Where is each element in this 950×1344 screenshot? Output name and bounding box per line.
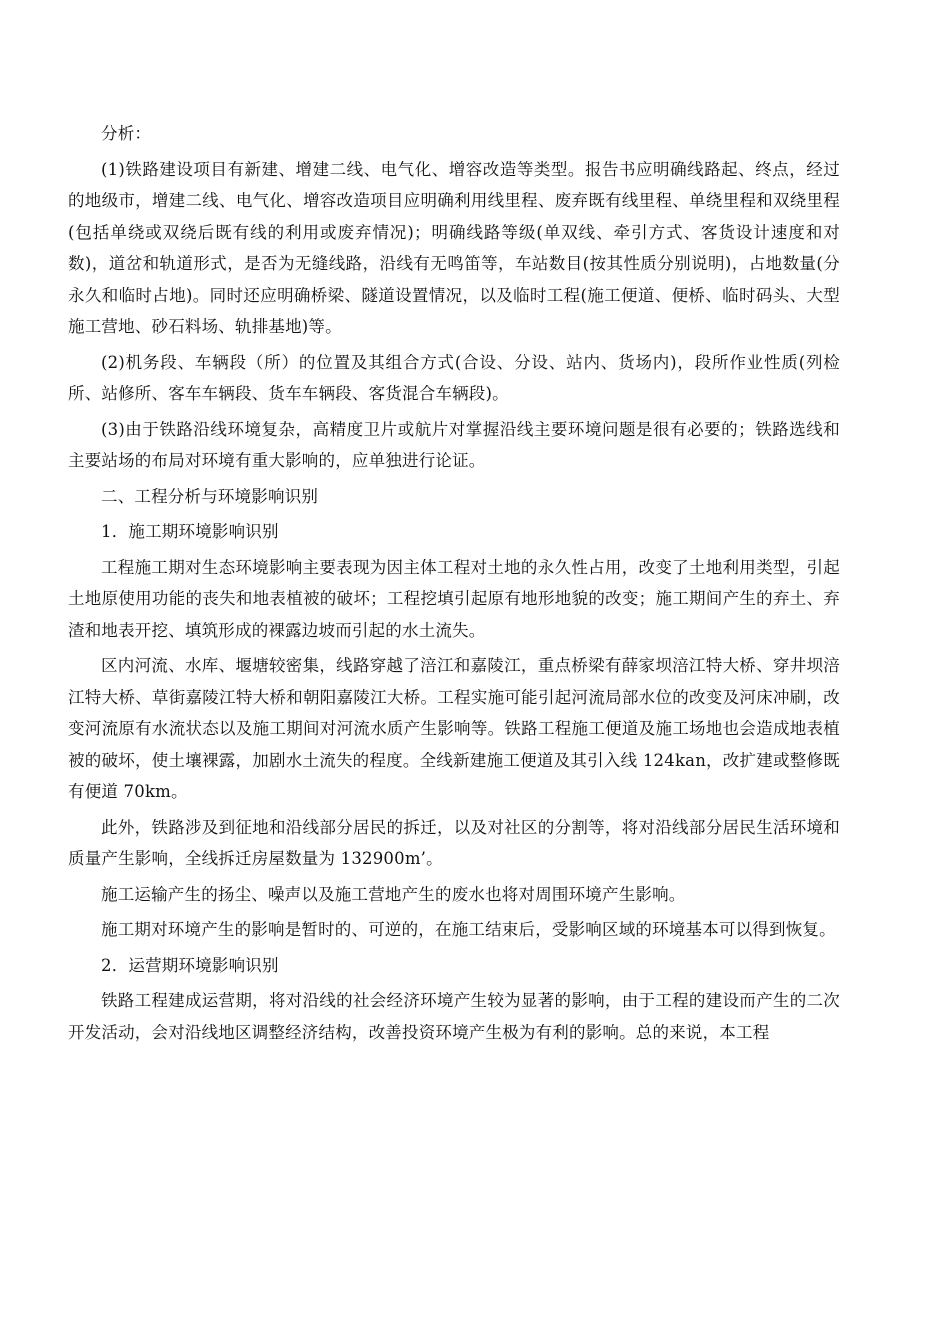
- analysis-heading: 分析：: [101, 124, 152, 143]
- paragraph-operation-impact: 铁路工程建成运营期，将对沿线的社会经济环境产生较为显著的影响，由于工程的建设而产生的二次开发活动，会对沿线地区调整经济结构，改善投资环境产生极为有利的影响。总的来说，本工程: [68, 991, 840, 1042]
- paragraph-project-types: (1)铁路建设项目有新建、增建二线、电气化、增容改造等类型。报告书应明确线路起、终点，经过的地级市，增建二线、电气化、增容改造项目应明确利用线里程、废弃既有线里程、单绕里程和双绕里程(包括单绕或双绕后既有线的利用或废弃情况)；明确线路等级(单双线、牵引方式、客货设计速度和对数)，道岔和轨道形式，是否为无缝线路，沿线有无鸣笛等，车站数目(按其性质分别说明)，占地数量(分永久和临时占地)。同时还应明确桥梁、隧道设置情况，以及临时工程(施工便道、便桥、临时码头、大型施工营地、砂石料场、轨排基地)等。: [68, 159, 840, 336]
- section-heading-engineering-analysis: 二、工程分析与环境影响识别: [101, 486, 319, 506]
- paragraph-ecological-impact: 工程施工期对生态环境影响主要表现为因主体工程对土地的永久性占用，改变了土地利用类型，引起土地原使用功能的丧失和地表植被的破坏；工程挖填引起原有地形地貌的改变；施工期间产生的弃土、弃渣和地表开挖、填筑形成的裸露边坡而引起的水土流失。: [68, 557, 840, 640]
- paragraph-dust-noise: 施工运输产生的扬尘、噪声以及施工营地产生的废水也将对周围环境产生影响。: [101, 884, 686, 904]
- paragraph-temporary-impact: 施工期对环境产生的影响是暂时的、可逆的，在施工结束后，受影响区域的环境基本可以得到恢复。: [101, 920, 836, 939]
- paragraph-depots: (2)机务段、车辆段（所）的位置及其组合方式(合设、分设、站内、货场内)，段所作业性质(列检所、站修所、客车车辆段、货车车辆段、客货混合车辆段)。: [68, 352, 840, 403]
- paragraph-rivers-bridges: 区内河流、水库、堰塘较密集，线路穿越了涪江和嘉陵江，重点桥梁有薛家坝涪江特大桥、穿井坝涪江特大桥、草街嘉陵江特大桥和朝阳嘉陵江大桥。工程实施可能引起河流局部水位的改变及河床冲刷，改变河流原有水流状态以及施工期间对河流水质产生影响等。铁路工程施工便道及施工场地也会造成地表植被的破坏，使土壤裸露，加剧水土流失的程度。全线新建施工便道及其引入线 124kan，改扩建或整修既有便道 70km。: [68, 656, 840, 801]
- subheading-operation-period: 2．运营期环境影响识别: [101, 955, 279, 975]
- paragraph-satellite-imagery: (3)由于铁路沿线环境复杂，高精度卫片或航片对掌握沿线主要环境问题是很有必要的；铁路选线和主要站场的布局对环境有重大影响的，应单独进行论证。: [68, 419, 840, 470]
- subheading-construction-period: 1．施工期环境影响识别: [101, 522, 279, 541]
- document-page: [68, 118, 840, 1052]
- paragraph-relocation: 此外，铁路涉及到征地和沿线部分居民的拆迁，以及对社区的分割等，将对沿线部分居民生活环境和质量产生影响，全线拆迁房屋数量为 132900m’。: [68, 817, 840, 868]
